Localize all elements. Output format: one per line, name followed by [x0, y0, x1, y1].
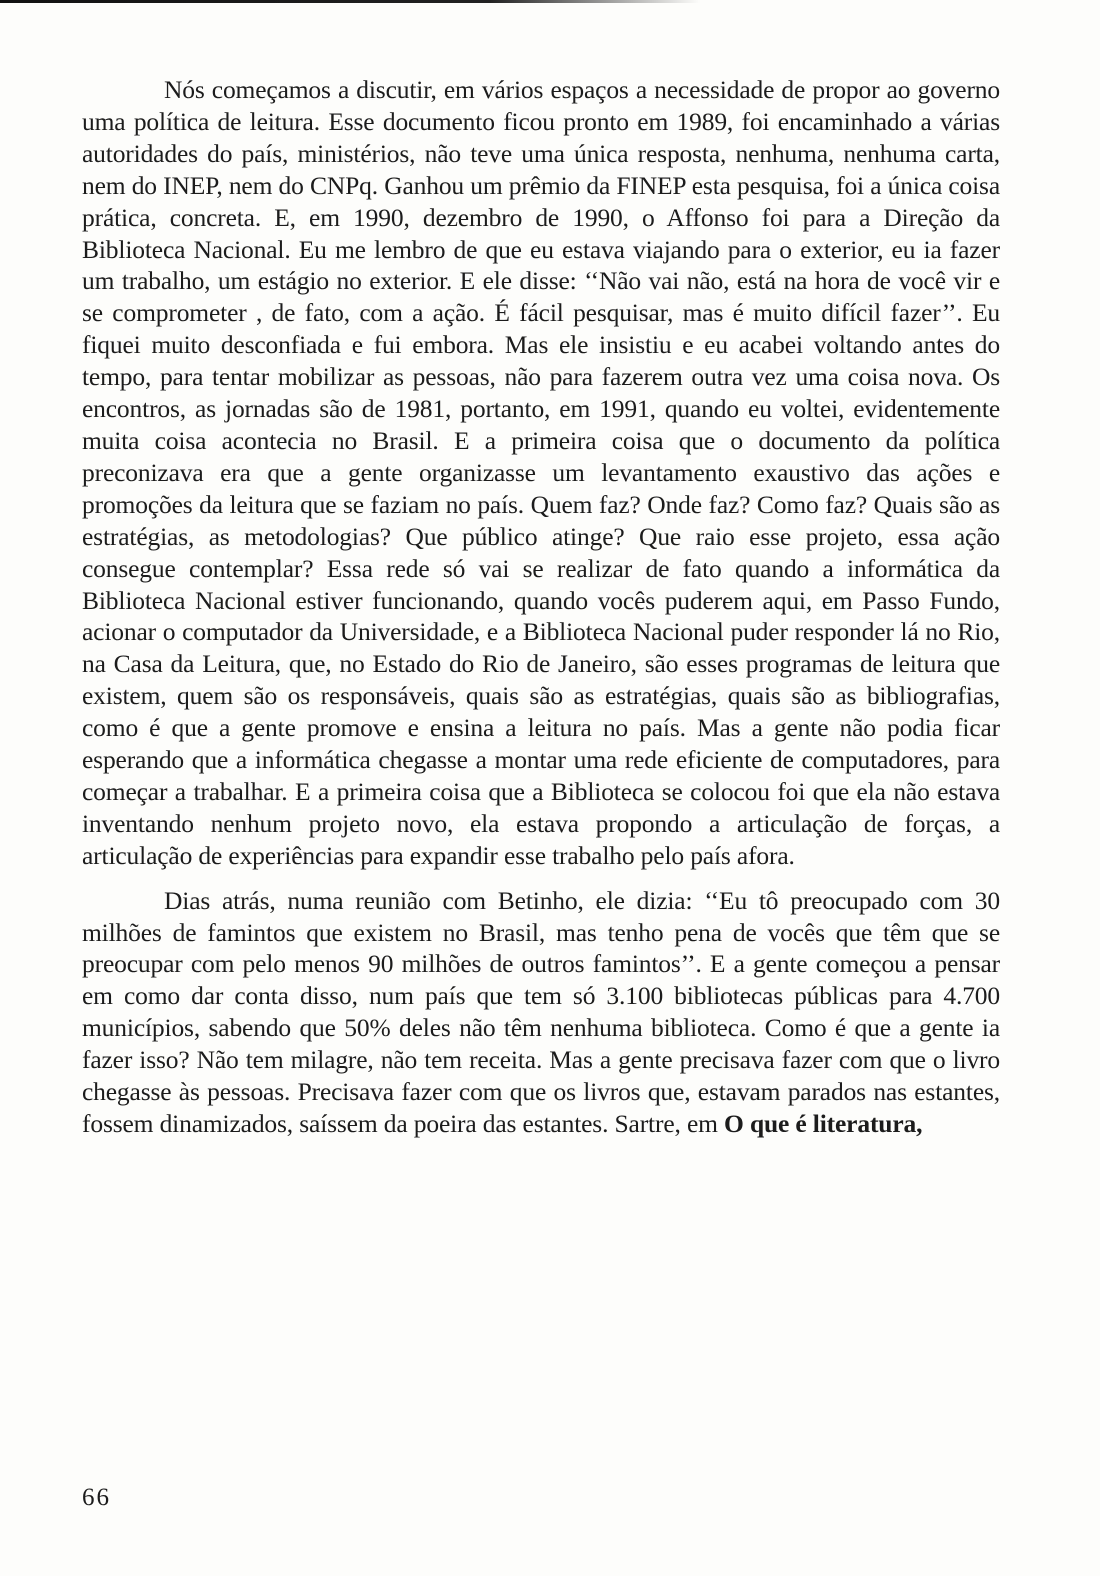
- paragraph-2-text: Dias atrás, numa reunião com Betinho, ele dizia: ‘‘Eu tô preocupado com 30 milhões de famintos que existem no Brasil, mas tenho pena de vocês que têm que se preocupar com pelo menos 90 milhões de outros famintos’’. E a gente começou a pensar em como dar conta disso, num país que tem só 3.100 bibliotecas públicas para 4.700 municípios, sabendo que 50% deles não têm nenhuma biblioteca. Como é que a gente ia fazer isso? Não tem milagre, não tem receita. Mas a gente precisava fazer com que o livro chegasse às pessoas. Precisava fazer com que os livros que, estavam parados nas estantes, fossem dinamizados, saíssem da poeira das estantes. Sartre, em: [82, 885, 1000, 1138]
- scan-edge: [0, 0, 700, 3]
- paragraph-1-text: Nós começamos a discutir, em vários espaços a necessidade de propor ao governo uma política de leitura. Esse documento ficou pronto em 1989, foi encaminhado a várias autoridades do país, ministérios, não teve uma única resposta, nenhuma, nenhuma carta, nem do INEP, nem do CNPq. Ganhou um prêmio da FINEP esta pesquisa, foi a única coisa prática, concreta. E, em 1990, dezembro de 1990, o Affonso foi para a Direção da Biblioteca Nacional. Eu me lembro de que eu estava viajando para o exterior, eu ia fazer um trabalho, um estágio no exterior. E ele disse: ‘‘Não vai não, está na hora de você vir e se comprometer , de fato, com a ação. É fácil pesquisar, mas é muito difícil fazer’’. Eu fiquei muito desconfiada e fui embora. Mas ele insistiu e eu acabei voltando antes do tempo, para tentar mobilizar as pessoas, não para fazerem outra vez uma coisa nova. Os encontros, as jornadas são de 1981, portanto, em 1991, quando eu voltei, evidentemente muita coisa acontecia no Brasil. E a primeira coisa que o documento da política preconizava era que a gente organizasse um levantamento exaustivo das ações e promoções da leitura que se faziam no país. Quem faz? Onde faz? Como faz? Quais são as estratégias, as metodologias? Que público atinge? Que raio esse projeto, essa ação consegue contemplar? Essa rede só vai se realizar de fato quando a informática da Biblioteca Nacional estiver funcionando, quando vocês puderem aqui, em Passo Fundo, acionar o computador da Universidade, e a Biblioteca Nacional puder responder lá no Rio, na Casa da Leitura, que, no Estado do Rio de Janeiro, são esses programas de leitura que existem, quem são os responsáveis, quais são as estratégias, quais são as bibliografias, como é que a gente promove e ensina a leitura no país. Mas a gente não podia ficar esperando que a informática chegasse a montar uma rede eficiente de computadores, para começar a trabalhar. E a primeira coisa que a Biblioteca se colocou foi que ela não estava inventando nenhum projeto novo, ela estava propondo a articulação de forças, a articulação de experiências para expandir esse trabalho pelo país afora.: [82, 75, 1000, 870]
- page-body: [82, 74, 1000, 1140]
- paragraph-2: [82, 885, 1000, 1140]
- page-number: 66: [82, 1484, 111, 1511]
- book-title-reference: O que é literatura,: [724, 1109, 923, 1138]
- paragraph-1: [82, 74, 1000, 872]
